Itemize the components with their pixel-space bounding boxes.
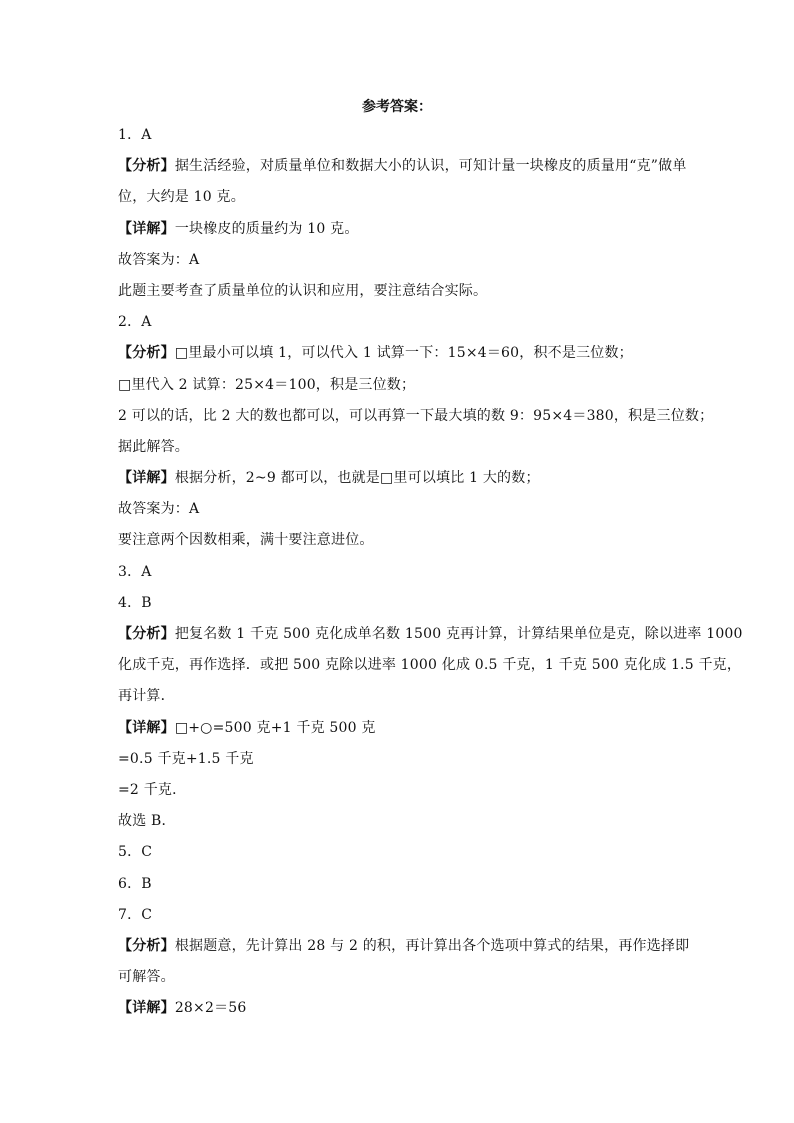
line-text: 此题主要考查了质量单位的认识和应用，要注意结合实际。 <box>118 282 488 299</box>
answer-line <box>118 775 690 806</box>
answer-line <box>118 432 690 463</box>
line-text: □+○=500 克+1 千克 500 克 <box>174 719 376 736</box>
line-text: 28×2＝56 <box>174 1000 247 1017</box>
answer-line <box>118 276 690 307</box>
answer-line <box>118 588 690 619</box>
line-text: 故答案为：A <box>118 501 200 518</box>
line-text: □里代入 2 试算：25×4＝100，积是三位数； <box>118 376 416 393</box>
line-text: 故选 B． <box>118 813 176 830</box>
answer-line <box>118 713 690 744</box>
line-text: 5．C <box>118 844 153 861</box>
answer-line <box>118 370 690 401</box>
line-text: 4．B <box>118 594 152 611</box>
answer-line <box>118 681 690 712</box>
line-text: 3．A <box>118 563 152 580</box>
line-text: 据此解答。 <box>118 438 189 455</box>
answer-line <box>118 869 690 900</box>
answer-line <box>118 182 690 213</box>
section-tag: 【详解】 <box>118 220 175 237</box>
line-text: 2 可以的话，比 2 大的数也都可以，可以再算一下最大填的数 9：95×4＝380，积是三位数； <box>118 407 714 424</box>
section-tag: 【分析】 <box>118 158 175 175</box>
answer-line <box>118 557 690 588</box>
line-text: 2．A <box>118 314 152 331</box>
line-text: 可解答。 <box>118 969 175 986</box>
answer-line <box>118 806 690 837</box>
line-text: 再计算． <box>118 688 175 705</box>
answer-line <box>118 650 742 681</box>
line-text: 1．A <box>118 127 152 143</box>
section-tag: 【分析】 <box>118 345 175 362</box>
line-text: 要注意两个因数相乘，满十要注意进位。 <box>118 532 374 549</box>
section-tag: 【分析】 <box>118 937 175 954</box>
line-text: =0.5 千克+1.5 千克 <box>118 750 254 767</box>
line-text: 化成千克，再作选择．或把 500 克除以进率 1000 化成 0.5 千克，1 千克 500 克化成 1.5 千克， <box>118 657 742 674</box>
line-text: 7．C <box>118 906 153 923</box>
section-tag: 【分析】 <box>118 626 175 642</box>
answer-line <box>118 151 690 182</box>
line-text: 根据分析，2~9 都可以，也就是□里可以填比 1 大的数； <box>174 470 540 487</box>
section-tag: 【详解】 <box>118 1000 175 1017</box>
line-text: □里最小可以填 1，可以代入 1 试算一下：15×4＝60，积不是三位数； <box>174 345 633 362</box>
answer-line <box>118 931 690 962</box>
line-text: 一块橡皮的质量约为 10 克。 <box>174 220 359 237</box>
line-text: 故答案为：A <box>118 251 200 268</box>
answer-line <box>118 401 714 432</box>
section-tag: 【详解】 <box>118 719 175 736</box>
answer-line <box>118 494 690 525</box>
line-text: 据生活经验，对质量单位和数据大小的认识，可知计量一块橡皮的质量用“克”做单 <box>174 158 687 175</box>
answer-line <box>118 900 690 931</box>
answer-line <box>118 993 690 1024</box>
line-text: 把复名数 1 千克 500 克化成单名数 1500 克再计算，计算结果单位是克，除以进率 1000 <box>174 626 743 642</box>
answer-line <box>118 307 690 338</box>
answer-line <box>118 214 690 245</box>
answer-line <box>118 525 690 556</box>
answer-line <box>118 245 690 276</box>
answer-line <box>118 463 690 494</box>
line-text: =2 千克． <box>118 781 187 798</box>
line-text: 位，大约是 10 克。 <box>118 189 245 206</box>
answer-content <box>118 120 743 1024</box>
answer-line <box>118 338 690 369</box>
page-title: 参考答案： <box>362 99 432 115</box>
line-text: 6．B <box>118 875 152 892</box>
answer-line <box>118 837 690 868</box>
answer-line <box>118 120 690 151</box>
answer-line <box>118 962 690 993</box>
section-tag: 【详解】 <box>118 470 175 487</box>
line-text: 根据题意，先计算出 28 与 2 的积，再计算出各个选项中算式的结果，再作选择即 <box>174 937 690 954</box>
answer-line <box>118 619 743 650</box>
answer-line <box>118 744 690 775</box>
